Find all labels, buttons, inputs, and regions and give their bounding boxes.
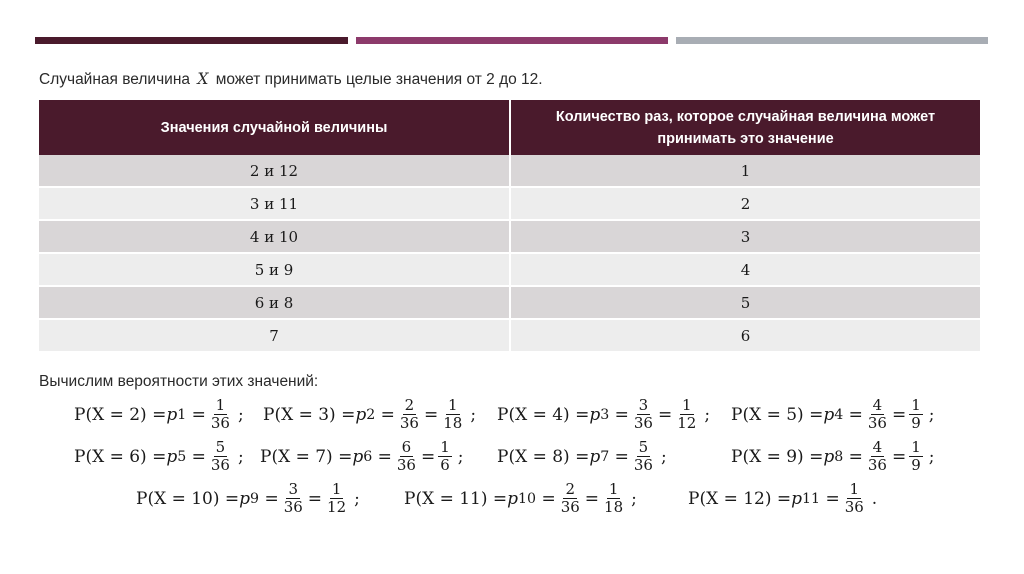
formula-separator: ; [928, 404, 935, 425]
formula-equals: = [820, 488, 840, 509]
formula-separator: ; [457, 446, 464, 467]
formula-p2 [263, 397, 476, 432]
formula-separator: ; [631, 488, 637, 509]
formula-separator: ; [237, 446, 244, 467]
formula-equals: = [891, 446, 907, 467]
formula-p3 [497, 397, 710, 432]
formula-equals: = [372, 446, 392, 467]
formula-p: p [352, 446, 364, 467]
fraction [602, 481, 625, 516]
formula-p6 [260, 439, 464, 474]
formula-equals: = [584, 488, 600, 509]
fraction [909, 397, 923, 432]
table-cell-value: 3 и 11 [39, 187, 510, 220]
formula-equals: = [657, 404, 673, 425]
table-cell-value: 4 и 10 [39, 220, 510, 253]
fraction [325, 481, 348, 516]
fraction-numerator: 1 [911, 396, 921, 414]
formula-equals: = [186, 404, 206, 425]
formula-lhs: P(X = 5) = [731, 404, 824, 425]
formula-sub: 4 [834, 406, 844, 423]
fraction [632, 439, 655, 474]
fraction-denominator: 6 [440, 456, 450, 474]
fraction [282, 481, 305, 516]
formula-p5 [74, 439, 244, 474]
formula-sub: 8 [834, 448, 844, 465]
formula-p: p [166, 404, 178, 425]
formula-p4 [731, 397, 935, 432]
formula-lhs: P(X = 6) = [74, 446, 167, 467]
formula-lhs: P(X = 7) = [260, 446, 353, 467]
formula-sub: 11 [802, 490, 821, 507]
fraction-denominator: 12 [677, 414, 697, 432]
formula-sub: 2 [366, 406, 376, 423]
fraction-denominator: 36 [283, 498, 303, 516]
formula-p: p [355, 404, 367, 425]
fraction [632, 397, 655, 432]
table-cell-value: 6 и 8 [39, 286, 510, 319]
formula-p: p [166, 446, 178, 467]
fraction-numerator: 2 [565, 480, 576, 498]
fraction [209, 397, 232, 432]
formula-lhs: P(X = 9) = [731, 446, 824, 467]
fraction-numerator: 4 [872, 396, 883, 414]
formula-p: p [507, 488, 519, 509]
formula-equals: = [609, 446, 629, 467]
fraction-denominator: 9 [911, 414, 921, 432]
formula-lhs: P(X = 10) = [136, 488, 240, 509]
formula-sub: 1 [177, 406, 187, 423]
fraction-denominator: 36 [867, 414, 887, 432]
intro-before: Случайная величина [39, 71, 191, 88]
formula-p: p [823, 446, 835, 467]
fraction [909, 439, 923, 474]
formula-p: p [589, 446, 601, 467]
formula-equals: = [843, 404, 863, 425]
formula-sub: 5 [177, 448, 187, 465]
fraction-denominator: 36 [844, 498, 864, 516]
formula-lhs: P(X = 11) = [404, 488, 508, 509]
intro-after: может принимать целые значения от 2 до 12. [215, 71, 543, 88]
fraction-numerator: 1 [331, 480, 342, 498]
fraction-numerator: 4 [872, 438, 883, 456]
fraction-numerator: 1 [911, 438, 921, 456]
fraction-denominator: 18 [443, 414, 463, 432]
formula-equals: = [307, 488, 323, 509]
formula-lhs: P(X = 3) = [263, 404, 356, 425]
fraction [209, 439, 232, 474]
fraction-numerator: 1 [440, 438, 450, 456]
formula-sub: 7 [600, 448, 610, 465]
table-cell-value: 2 и 12 [39, 155, 510, 187]
formula-p1 [74, 397, 244, 432]
fraction-numerator: 5 [215, 438, 226, 456]
formula-p8 [731, 439, 935, 474]
fraction [438, 439, 452, 474]
formula-separator: ; [354, 488, 360, 509]
fraction-denominator: 36 [633, 456, 653, 474]
formula-separator: ; [928, 446, 935, 467]
fraction [441, 397, 464, 432]
fraction-numerator: 1 [608, 480, 619, 498]
table-cell-value: 5 и 9 [39, 253, 510, 286]
formula-equals: = [420, 446, 436, 467]
formula-equals: = [536, 488, 556, 509]
formula-sub: 6 [363, 448, 373, 465]
fraction-numerator: 1 [682, 396, 692, 414]
fraction [675, 397, 698, 432]
table-cell-count: 4 [510, 253, 980, 286]
fraction [866, 397, 889, 432]
formula-equals: = [843, 446, 863, 467]
formula-sub: 3 [600, 406, 610, 423]
table-header-values: Значения случайной величины [39, 100, 510, 155]
formula-p: p [791, 488, 803, 509]
fraction-numerator: 1 [448, 396, 458, 414]
fraction-numerator: 1 [215, 396, 226, 414]
formula-equals: = [259, 488, 279, 509]
formula-lhs: P(X = 12) = [688, 488, 792, 509]
fraction [395, 439, 418, 474]
formula-lhs: P(X = 4) = [497, 404, 590, 425]
formula-lhs: P(X = 2) = [74, 404, 167, 425]
fraction-numerator: 5 [638, 438, 649, 456]
fraction [843, 481, 866, 516]
fraction-denominator: 18 [604, 498, 624, 516]
formula-separator: ; [660, 446, 667, 467]
formula-separator: . [871, 488, 878, 509]
table-cell-count: 1 [510, 155, 980, 187]
fraction [866, 439, 889, 474]
table-cell-count: 6 [510, 319, 980, 351]
fraction-denominator: 36 [560, 498, 580, 516]
fraction-denominator: 36 [633, 414, 653, 432]
calc-label: Вычислим вероятности этих значений: [39, 373, 319, 390]
fraction [398, 397, 421, 432]
formula-equals: = [609, 404, 629, 425]
formula-separator: ; [704, 404, 711, 425]
table-cell-count: 5 [510, 286, 980, 319]
fraction-numerator: 3 [288, 480, 299, 498]
formula-sub: 9 [250, 490, 260, 507]
formula-equals: = [375, 404, 395, 425]
table-cell-count: 2 [510, 187, 980, 220]
formula-p: p [823, 404, 835, 425]
formula-equals: = [423, 404, 439, 425]
fraction-denominator: 36 [210, 456, 230, 474]
formula-p: p [589, 404, 601, 425]
fraction-denominator: 12 [327, 498, 347, 516]
fraction-numerator: 6 [401, 438, 412, 456]
fraction-denominator: 36 [867, 456, 887, 474]
intro-variable: X [197, 70, 209, 88]
fraction [559, 481, 582, 516]
fraction-numerator: 3 [638, 396, 649, 414]
fraction-numerator: 1 [849, 480, 860, 498]
formula-p11 [688, 481, 877, 516]
fraction-numerator: 2 [404, 396, 415, 414]
table-cell-count: 3 [510, 220, 980, 253]
formula-p9 [136, 481, 360, 516]
formula-separator: ; [237, 404, 244, 425]
fraction-denominator: 9 [911, 456, 921, 474]
table-header-count: Количество раз, которое случайная величина может принимать это значение [510, 100, 980, 155]
formula-p10 [404, 481, 637, 516]
fraction-denominator: 36 [396, 456, 416, 474]
formula-sub: 10 [518, 490, 537, 507]
formula-equals: = [186, 446, 206, 467]
fraction-denominator: 36 [399, 414, 419, 432]
formula-p: p [239, 488, 251, 509]
formula-equals: = [891, 404, 907, 425]
table-cell-value: 7 [39, 319, 510, 351]
formula-p7 [497, 439, 667, 474]
formula-separator: ; [470, 404, 477, 425]
fraction-denominator: 36 [210, 414, 230, 432]
formula-lhs: P(X = 8) = [497, 446, 590, 467]
